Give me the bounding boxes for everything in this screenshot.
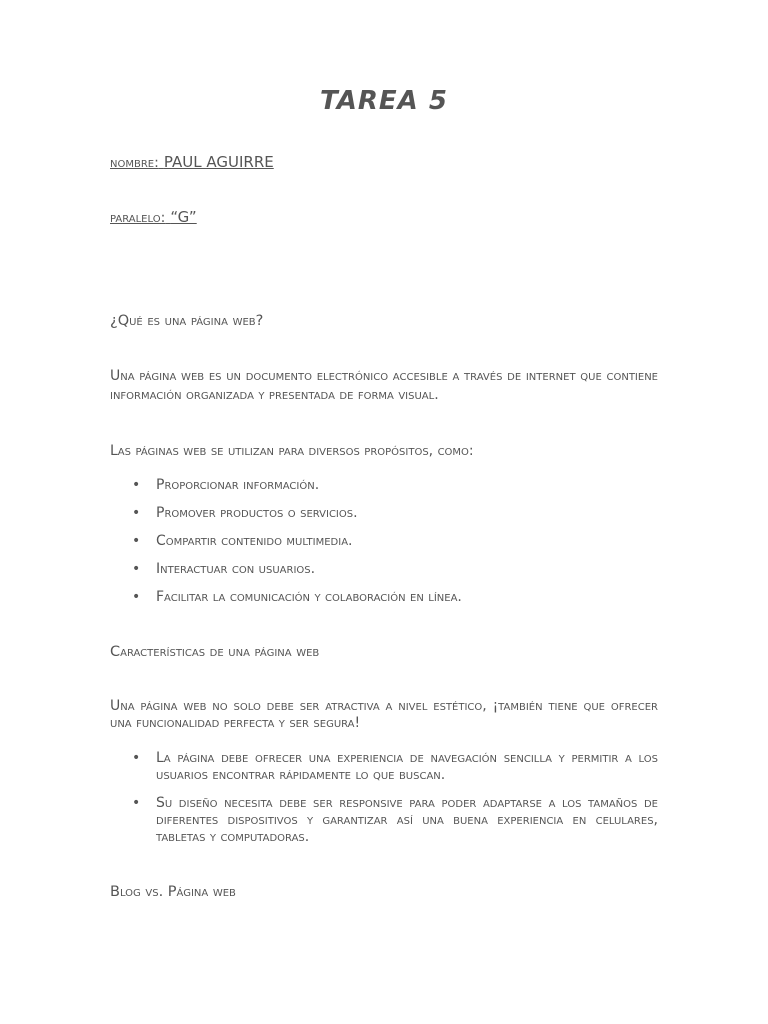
bullet-icon: • (132, 477, 141, 493)
bullet-icon: • (132, 589, 141, 605)
paralelo-label: paralelo: (110, 210, 166, 226)
bullet-icon: • (132, 561, 141, 577)
list-item: • Facilitar la comunicación y colaboración en línea. (132, 589, 462, 605)
bullet-icon: • (132, 750, 141, 766)
list-item: • La página debe ofrecer una experiencia de navegación sencilla y permitir a los usuarios encontrar rápidamente lo que buscan. (132, 750, 658, 783)
bullet-icon: • (132, 533, 141, 549)
list-item: • Compartir contenido multimedia. (132, 533, 353, 549)
paralelo-field (110, 207, 197, 226)
section1-intro: Las páginas web se utilizan para diversos propósitos, como: (110, 443, 474, 459)
nombre-label: nombre: (110, 155, 159, 171)
section1-paragraph: Una página web es un documento electrónico accesible a través de internet que contiene información organizada y presentada de forma visual. (110, 368, 658, 403)
list-item: • Promover productos o servicios. (132, 505, 358, 521)
list-item: • Proporcionar información. (132, 477, 320, 493)
section2-list (110, 750, 658, 857)
list-item: • Su diseño necesita debe ser responsive para poder adaptarse a los tamaños de diferentes dispositivos y garantizar así una buena experiencia en celulares, tabletas y computadoras. (132, 795, 658, 845)
section3-heading: Blog vs. Página web (110, 884, 236, 900)
section2-paragraph: Una página web no solo debe ser atractiva a nivel estético, ¡también tiene que ofrecer una funcionalidad perfecta y ser segura! (110, 698, 658, 731)
section1-list (110, 477, 658, 617)
section1-heading: ¿Qué es una página web? (110, 313, 264, 329)
list-item: • Interactuar con usuarios. (132, 561, 316, 577)
section2-heading: Características de una página web (110, 644, 320, 660)
nombre-value: PAUL AGUIRRE (163, 153, 274, 171)
paralelo-value: “G” (170, 208, 197, 226)
document-title: TAREA 5 (320, 86, 448, 116)
bullet-icon: • (132, 505, 141, 521)
bullet-icon: • (132, 795, 141, 811)
nombre-field (110, 152, 274, 171)
